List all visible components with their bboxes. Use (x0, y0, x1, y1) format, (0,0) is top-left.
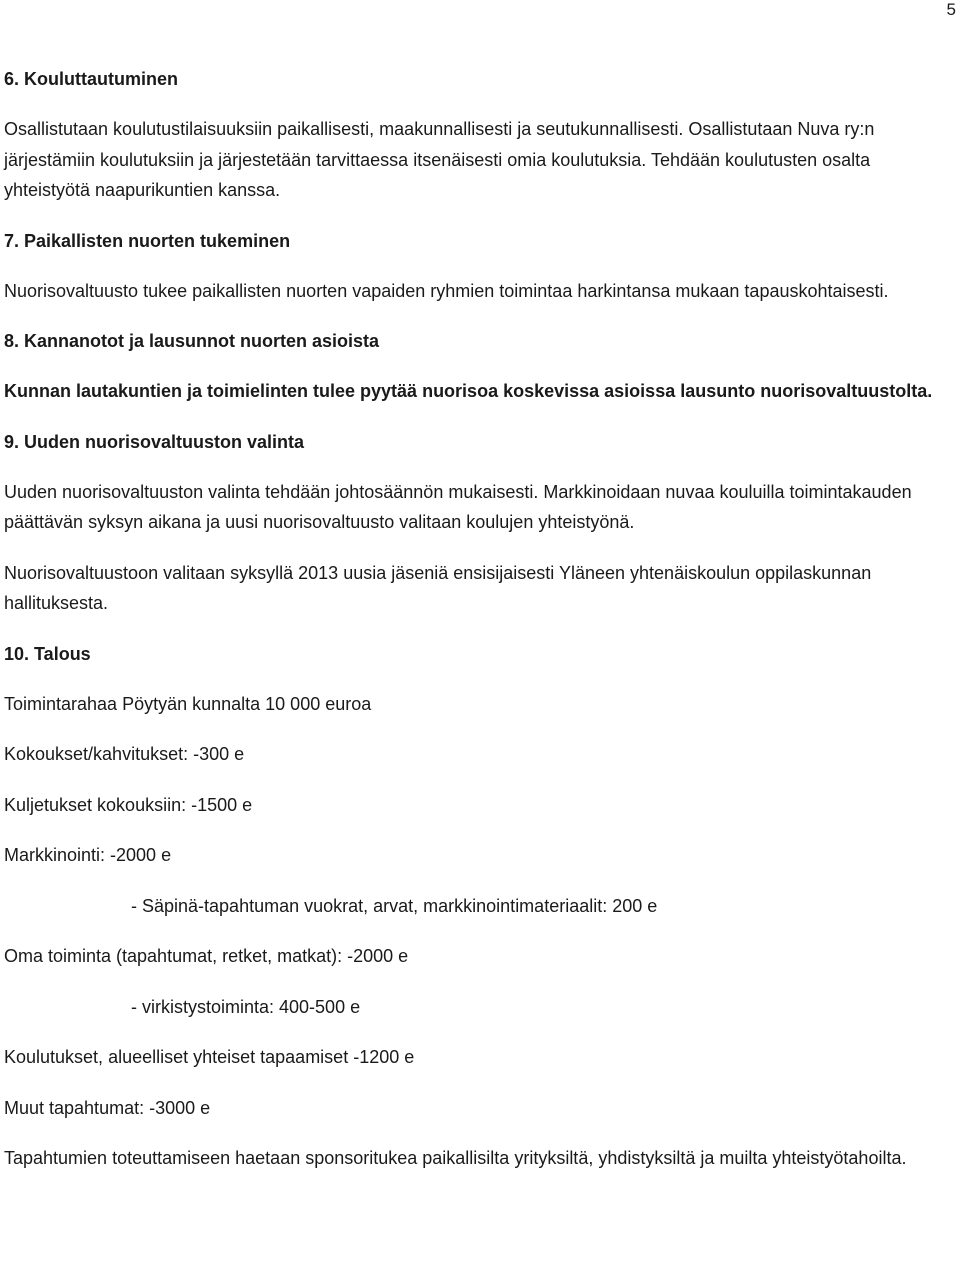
section-heading-6: 6. Kouluttautuminen (4, 69, 178, 89)
budget-subline: - Säpinä-tapahtuman vuokrat, arvat, markkinointimateriaalit: 200 e (131, 895, 658, 916)
page-number: 5 (946, 0, 956, 19)
section-heading-9: 9. Uuden nuorisovaltuuston valinta (4, 431, 305, 452)
budget-line: Markkinointi: -2000 e (4, 845, 172, 865)
budget-note: Tapahtumien toteuttamiseen haetaan sponsoritukea paikallisilta yrityksiltä, yhdistyksiltä ja muilta yhteistyötahoilta. (4, 1148, 907, 1168)
section-text-9a: Uuden nuorisovaltuuston valinta tehdään johtosäännön mukaisesti. Markkinoidaan nuvaa kouluilla toimintakauden päättävän syksyn aikana ja uusi nuorisovaltuusto valitaan koulujen yhteistyönä. (4, 481, 912, 532)
budget-line: Oma toiminta (tapahtumat, retket, matkat): -2000 e (4, 946, 409, 966)
budget-line: Muut tapahtumat: -3000 e (4, 1097, 211, 1118)
budget-line: Kuljetukset kokouksiin: -1500 e (4, 794, 253, 815)
section-heading-7: 7. Paikallisten nuorten tukeminen (4, 230, 291, 251)
section-text-7: Nuorisovaltuusto tukee paikallisten nuorten vapaiden ryhmien toimintaa harkintansa mukaan tapauskohtaisesti. (4, 280, 889, 301)
document-body (4, 64, 952, 1194)
section-text-8: Kunnan lautakuntien ja toimielinten tulee pyytää nuorisoa koskevissa asioissa lausunto nuorisovaltuustolta. (4, 381, 933, 401)
section-text-9b: Nuorisovaltuustoon valitaan syksyllä 2013 uusia jäseniä ensisijaisesti Yläneen yhtenäiskoulun oppilaskunnan hallituksesta. (4, 562, 872, 613)
budget-line: Koulutukset, alueelliset yhteiset tapaamiset -1200 e (4, 1047, 415, 1067)
budget-subline: - virkistystoiminta: 400-500 e (131, 996, 361, 1017)
section-text-6: Osallistutaan koulutustilaisuuksiin paikallisesti, maakunnallisesti ja seutukunnallisesti. Osallistutaan Nuva ry:n järjestämiin koulutuksiin ja järjestetään tarvittaessa itsenäisesti omia koulutuksia. Tehdään koulutusten osalta yhteistyötä naapurikuntien kanssa. (4, 119, 875, 200)
section-heading-10: 10. Talous (4, 643, 91, 664)
budget-line: Toimintarahaa Pöytyän kunnalta 10 000 euroa (4, 693, 372, 714)
section-heading-8: 8. Kannanotot ja lausunnot nuorten asioista (4, 331, 380, 351)
budget-line: Kokoukset/kahvitukset: -300 e (4, 744, 245, 764)
